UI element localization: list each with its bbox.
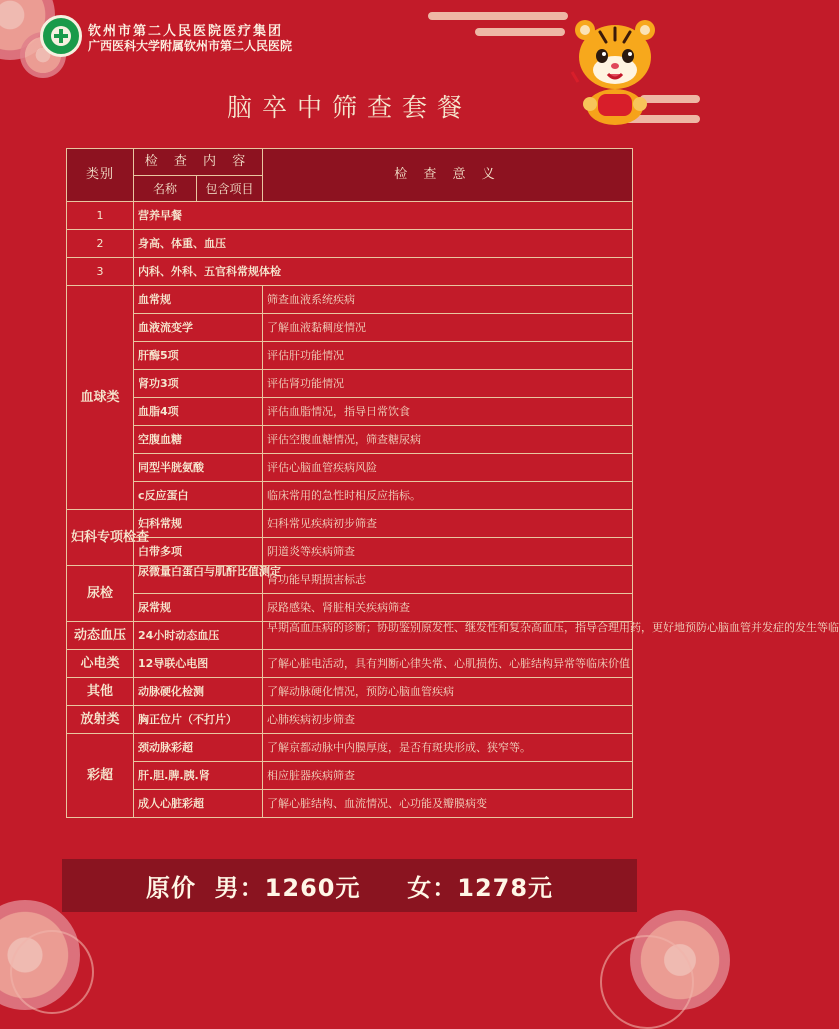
- table-row: [67, 342, 633, 370]
- table-row: [67, 622, 633, 650]
- table-row: [67, 454, 633, 482]
- category-cell: 放射类: [67, 706, 134, 734]
- item-meaning: 评估血脂情况，指导日常饮食: [263, 398, 633, 426]
- category-cell: 动态血压: [67, 622, 134, 650]
- category-cell: 尿检: [67, 566, 134, 622]
- item-meaning: 尿路感染、肾脏相关疾病筛查: [263, 594, 633, 622]
- item-meaning: 相应脏器疾病筛查: [263, 762, 633, 790]
- item-meaning: 心肺疾病初步筛查: [263, 706, 633, 734]
- table-row: [67, 538, 633, 566]
- row-item: 身高、体重、血压: [134, 230, 633, 258]
- category-cell: 心电类: [67, 650, 134, 678]
- item-name: 同型半胱氨酸: [134, 454, 263, 482]
- header-content: 检 查 内 容: [134, 149, 263, 176]
- item-name: 12导联心电图: [134, 650, 263, 678]
- item-name: 空腹血糖: [134, 426, 263, 454]
- item-name: 血液流变学: [134, 314, 263, 342]
- table-row: [67, 734, 633, 762]
- category-cell: 血球类: [67, 286, 134, 510]
- item-meaning: 了解血液黏稠度情况: [263, 314, 633, 342]
- row-number: 1: [67, 202, 134, 230]
- item-meaning: 早期高血压病的诊断；协助鉴别原发性、继发性和复杂高血压，指导合理用药，更好地预防心脑血管并发症的发生等临: [263, 622, 633, 650]
- table-row: [67, 482, 633, 510]
- row-number: 3: [67, 258, 134, 286]
- item-name: 胸正位片（不打片）: [134, 706, 263, 734]
- item-meaning: 评估肾功能情况: [263, 370, 633, 398]
- price-label: 原价: [145, 874, 196, 902]
- table-row: [67, 650, 633, 678]
- item-meaning: 阴道炎等疾病筛查: [263, 538, 633, 566]
- price-female: 女：1278元: [407, 874, 554, 902]
- item-name: c反应蛋白: [134, 482, 263, 510]
- item-name: 血常规: [134, 286, 263, 314]
- item-name: 肝.胆.脾.胰.肾: [134, 762, 263, 790]
- category-cell: 妇科专项检查: [67, 510, 134, 566]
- hospital-logo-icon: [40, 15, 82, 57]
- table-row: [67, 566, 633, 594]
- screening-package-table: [66, 148, 839, 818]
- table-row: [67, 314, 633, 342]
- table-header-row: [67, 149, 633, 176]
- arc-decoration-bottom-left: [10, 930, 94, 1014]
- cloud-decoration-2: [475, 28, 565, 36]
- row-item: 营养早餐: [134, 202, 633, 230]
- table-row: [67, 426, 633, 454]
- row-item: 内科、外科、五官科常规体检: [134, 258, 633, 286]
- item-meaning: 妇科常见疾病初步筛查: [263, 510, 633, 538]
- item-name: 血脂4项: [134, 398, 263, 426]
- table-row: [67, 286, 633, 314]
- item-name: 尿常规: [134, 594, 263, 622]
- item-name: 24小时动态血压: [134, 622, 263, 650]
- header-name: 名称: [134, 176, 197, 202]
- item-meaning: 评估空腹血糖情况，筛查糖尿病: [263, 426, 633, 454]
- header-items: 包含项目: [197, 176, 263, 202]
- category-cell: 其他: [67, 678, 134, 706]
- table-row: [67, 258, 633, 286]
- item-name: 白带多项: [134, 538, 263, 566]
- item-name: 颈动脉彩超: [134, 734, 263, 762]
- header-category: 类别: [67, 149, 134, 202]
- hospital-name-line2: 广西医科大学附属钦州市第二人民医院: [88, 39, 293, 53]
- item-name: 妇科常规: [134, 510, 263, 538]
- table-row: [67, 706, 633, 734]
- item-meaning: 了解京都动脉中内膜厚度，是否有斑块形成、狭窄等。: [263, 734, 633, 762]
- table-row: [67, 762, 633, 790]
- price-male: 男：1260元: [214, 874, 361, 902]
- item-meaning: 评估心脑血管疾病风险: [263, 454, 633, 482]
- hospital-name-line1: 钦州市第二人民医院医疗集团: [88, 24, 284, 39]
- item-meaning: 了解心脏电活动，具有判断心律失常、心肌损伤、心脏结构异常等临床价值: [263, 650, 633, 678]
- item-meaning: 临床常用的急性时相反应指标。: [263, 482, 633, 510]
- table-row: [67, 510, 633, 538]
- header-meaning: 检 查 意 义: [263, 149, 633, 202]
- item-name: 成人心脏彩超: [134, 790, 263, 818]
- item-meaning: 了解心脏结构、血流情况、心功能及瓣膜病变: [263, 790, 633, 818]
- item-name: 尿微量白蛋白与肌酐比值测定: [134, 566, 263, 594]
- item-name: 动脉硬化检测: [134, 678, 263, 706]
- item-meaning: 评估肝功能情况: [263, 342, 633, 370]
- table-row: [67, 594, 633, 622]
- item-name: 肾功3项: [134, 370, 263, 398]
- table-row: [67, 678, 633, 706]
- row-number: 2: [67, 230, 134, 258]
- table-row: [67, 398, 633, 426]
- page-title: 脑卒中筛查套餐: [226, 93, 472, 122]
- category-cell: 彩超: [67, 734, 134, 818]
- price-bar: [62, 859, 637, 912]
- item-meaning: 肾功能早期损害标志: [263, 566, 633, 594]
- table-row: [67, 202, 633, 230]
- table-row: [67, 790, 633, 818]
- item-meaning: 了解动脉硬化情况，预防心脑血管疾病: [263, 678, 633, 706]
- table-row: [67, 370, 633, 398]
- item-meaning: 筛查血液系统疾病: [263, 286, 633, 314]
- table-row: [67, 230, 633, 258]
- item-name: 肝酶5项: [134, 342, 263, 370]
- arc-decoration-bottom-right: [600, 935, 694, 1029]
- cloud-decoration-1: [428, 12, 568, 20]
